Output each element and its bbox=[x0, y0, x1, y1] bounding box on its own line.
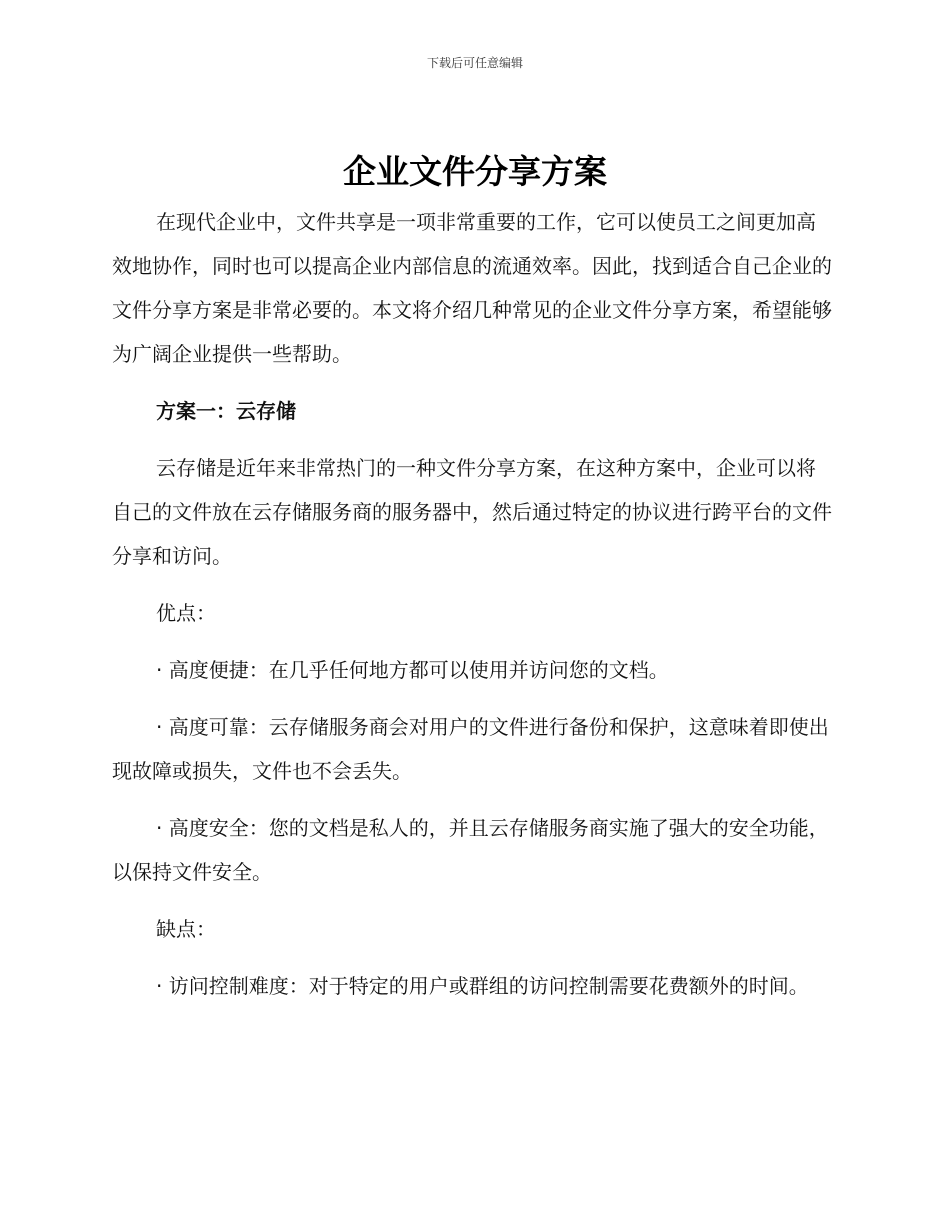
section-heading-cloud-storage: 方案一：云存储 bbox=[156, 399, 296, 423]
advantage-item-convenience: · 高度便捷：在几乎任何地方都可以使用并访问您的文档。 bbox=[156, 658, 669, 682]
disadvantage-item-access-control: · 访问控制难度：对于特定的用户或群组的访问控制需要花费额外的时间。 bbox=[156, 974, 809, 998]
document-title: 企业文件分享方案 bbox=[343, 152, 607, 191]
advantage-item-reliability: · 高度可靠：云存储服务商会对用户的文件进行备份和保护，这意味着即使出现故障或损失，文件也不会丢失。 bbox=[112, 715, 829, 783]
page-header-note: 下载后可任意编辑 bbox=[426, 56, 523, 70]
disadvantages-label: 缺点： bbox=[156, 917, 216, 941]
advantage-item-security: · 高度安全：您的文档是私人的，并且云存储服务商实施了强大的安全功能，以保持文件安全。 bbox=[112, 816, 829, 884]
advantages-label: 优点： bbox=[156, 601, 216, 625]
document-body bbox=[112, 200, 832, 1008]
cloud-storage-description: 云存储是近年来非常热门的一种文件分享方案，在这种方案中，企业可以将自己的文件放在云存储服务商的服务器中，然后通过特定的协议进行跨平台的文件分享和访问。 bbox=[112, 456, 832, 568]
intro-paragraph: 在现代企业中，文件共享是一项非常重要的工作，它可以使员工之间更加高效地协作，同时也可以提高企业内部信息的流通效率。因此，找到适合自己企业的文件分享方案是非常必要的。本文将介绍几种常见的企业文件分享方案，希望能够为广阔企业提供一些帮助。 bbox=[112, 210, 832, 366]
